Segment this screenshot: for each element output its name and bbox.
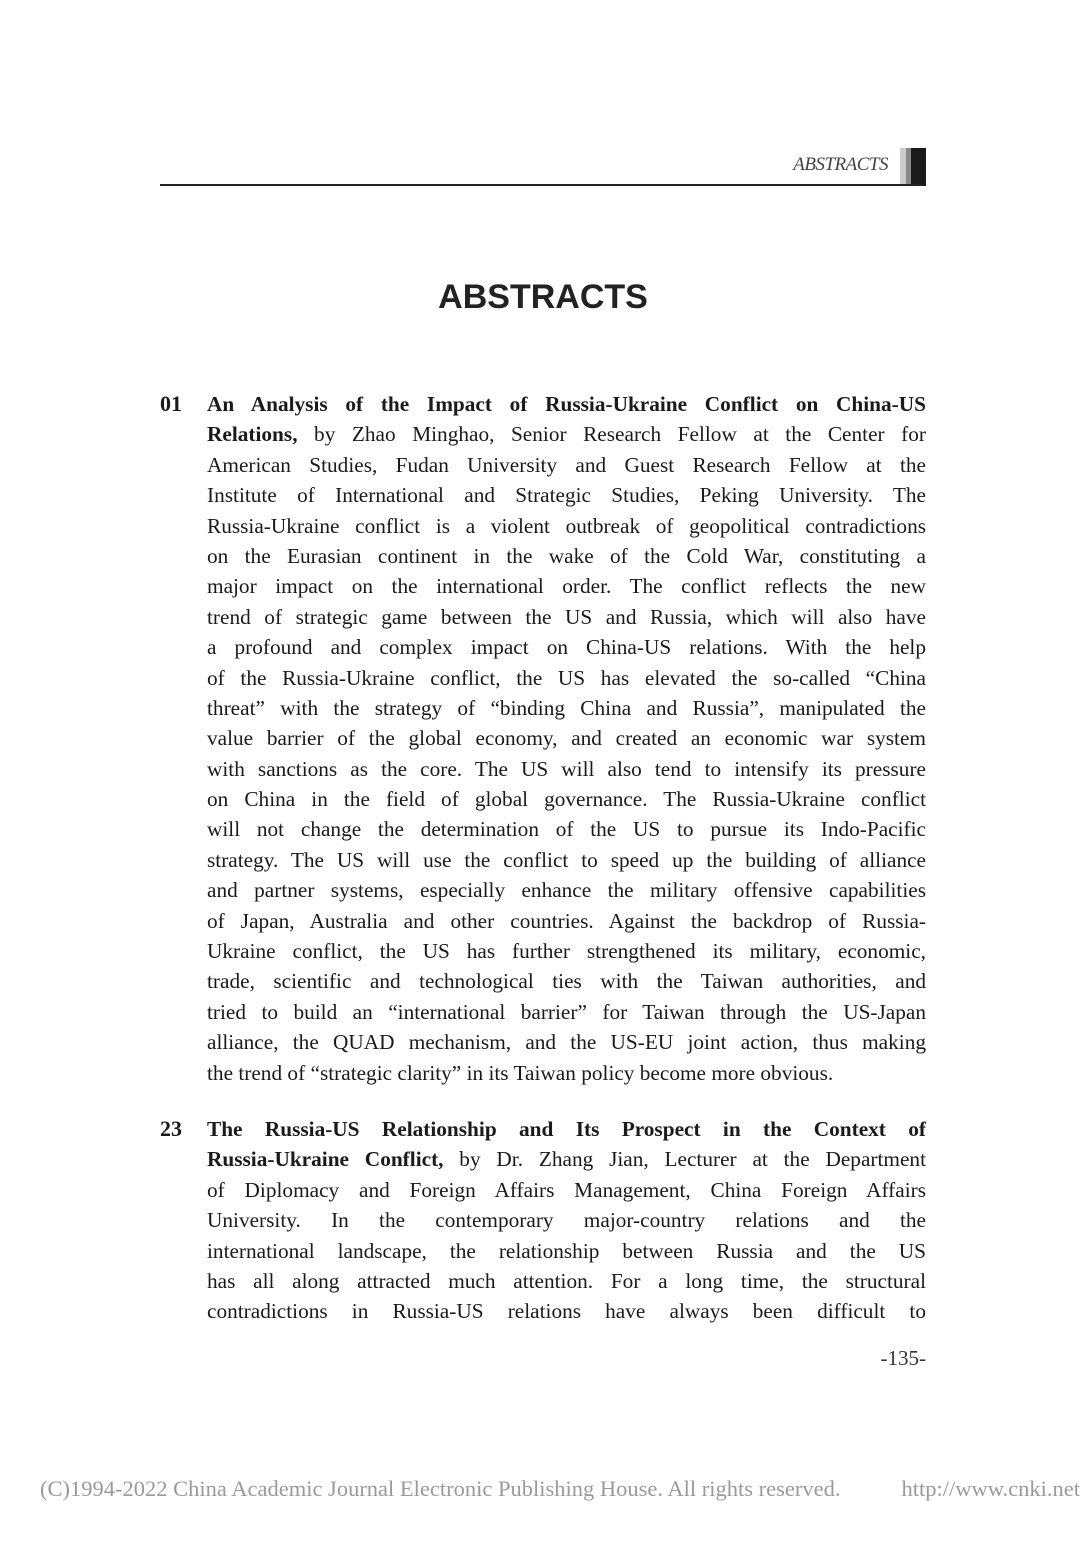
- watermark: [40, 1476, 1080, 1502]
- running-header: ABSTRACTS: [793, 154, 888, 175]
- text-line: [207, 1027, 926, 1057]
- body-text: Russia-Ukraine conflict is a violent outbreak of geopolitical contradictions: [207, 513, 926, 538]
- body-text: trade, scientific and technological ties with the Taiwan authorities, and: [207, 969, 926, 994]
- text-line: [207, 784, 926, 814]
- body-text: alliance, the QUAD mechanism, and the US-EU joint action, thus making: [207, 1030, 926, 1055]
- abstract-page-number: 01: [160, 391, 182, 416]
- text-line: [207, 875, 926, 905]
- text-line: [207, 1266, 926, 1296]
- body-text: trend of strategic game between the US and Russia, which will also have: [207, 604, 926, 629]
- article-title: An Analysis of the Impact of Russia-Ukraine Conflict on China-US: [207, 392, 926, 416]
- watermark-url: http://www.cnki.net: [901, 1476, 1080, 1501]
- body-text: a profound and complex impact on China-US relations. With the help: [207, 635, 926, 660]
- body-text: tried to build an “international barrier” for Taiwan through the US-Japan: [207, 999, 926, 1024]
- body-text: value barrier of the global economy, and created an economic war system: [207, 726, 926, 751]
- body-text: University. In the contemporary major-country relations and the: [207, 1208, 926, 1233]
- article-title: The Russia-US Relationship and Its Prospect in the Context of: [207, 1117, 926, 1141]
- text-line: [207, 1058, 926, 1088]
- text-line: [207, 1236, 926, 1266]
- abstract-text: [207, 1114, 926, 1327]
- text-line: [207, 571, 926, 601]
- body-text: threat” with the strategy of “binding China and Russia”, manipulated the: [207, 695, 926, 720]
- text-line: [207, 450, 926, 480]
- body-text: strategy. The US will use the conflict to speed up the building of alliance: [207, 847, 926, 872]
- body-text: and partner systems, especially enhance the military offensive capabilities: [207, 878, 926, 903]
- body-text: of the Russia-Ukraine conflict, the US has elevated the so-called “China: [207, 665, 926, 690]
- body-text: of Japan, Australia and other countries. Against the backdrop of Russia-: [207, 908, 926, 933]
- text-line: [207, 845, 926, 875]
- text-line: [207, 936, 926, 966]
- abstract-text: [207, 389, 926, 1088]
- text-line: [207, 480, 926, 510]
- body-text: of Diplomacy and Foreign Affairs Management, China Foreign Affairs: [207, 1177, 926, 1202]
- text-line: [207, 663, 926, 693]
- page-number: -135-: [880, 1346, 926, 1370]
- abstract-page-number: 23: [160, 1116, 182, 1141]
- text-line: [207, 1205, 926, 1235]
- article-title: Russia-Ukraine Conflict,: [207, 1147, 444, 1172]
- article-title: Relations,: [207, 422, 298, 447]
- body-text: by Dr. Zhang Jian, Lecturer at the Department: [443, 1147, 926, 1172]
- body-text: the trend of “strategic clarity” in its Taiwan policy become more obvious.: [207, 1060, 834, 1085]
- text-line: [207, 541, 926, 571]
- text-line: [207, 419, 926, 449]
- text-line: [207, 389, 926, 419]
- text-line: [207, 997, 926, 1027]
- body-text: on China in the field of global governance. The Russia-Ukraine conflict: [207, 787, 926, 812]
- text-line: [207, 1296, 926, 1326]
- body-text: international landscape, the relationship between Russia and the US: [207, 1238, 926, 1263]
- body-text: Ukraine conflict, the US has further strengthened its military, economic,: [207, 939, 926, 964]
- body-text: by Zhao Minghao, Senior Research Fellow at the Center for: [297, 422, 926, 447]
- body-text: on the Eurasian continent in the wake of the Cold War, constituting a: [207, 543, 926, 568]
- body-text: Institute of International and Strategic Studies, Peking University. The: [207, 483, 926, 508]
- header-rule: [160, 184, 925, 186]
- page-title: ABSTRACTS: [438, 278, 648, 316]
- body-text: will not change the determination of the US to pursue its Indo-Pacific: [207, 817, 926, 842]
- text-line: [207, 814, 926, 844]
- text-line: [207, 1114, 926, 1144]
- text-line: [207, 632, 926, 662]
- header-bar-dark: [911, 148, 926, 186]
- body-text: contradictions in Russia-US relations have always been difficult to: [207, 1299, 926, 1324]
- text-line: [207, 1175, 926, 1205]
- text-line: [207, 1144, 926, 1174]
- body-text: American Studies, Fudan University and Guest Research Fellow at the: [207, 452, 926, 477]
- body-text: has all along attracted much attention. For a long time, the structural: [207, 1268, 926, 1293]
- text-line: [207, 723, 926, 753]
- text-line: [207, 906, 926, 936]
- text-line: [207, 693, 926, 723]
- text-line: [207, 511, 926, 541]
- body-text: with sanctions as the core. The US will also tend to intensify its pressure: [207, 756, 926, 781]
- body-text: major impact on the international order. The conflict reflects the new: [207, 574, 926, 599]
- text-line: [207, 966, 926, 996]
- text-line: [207, 602, 926, 632]
- watermark-copyright: (C)1994-2022 China Academic Journal Electronic Publishing House. All rights reserved.: [40, 1476, 841, 1501]
- text-line: [207, 754, 926, 784]
